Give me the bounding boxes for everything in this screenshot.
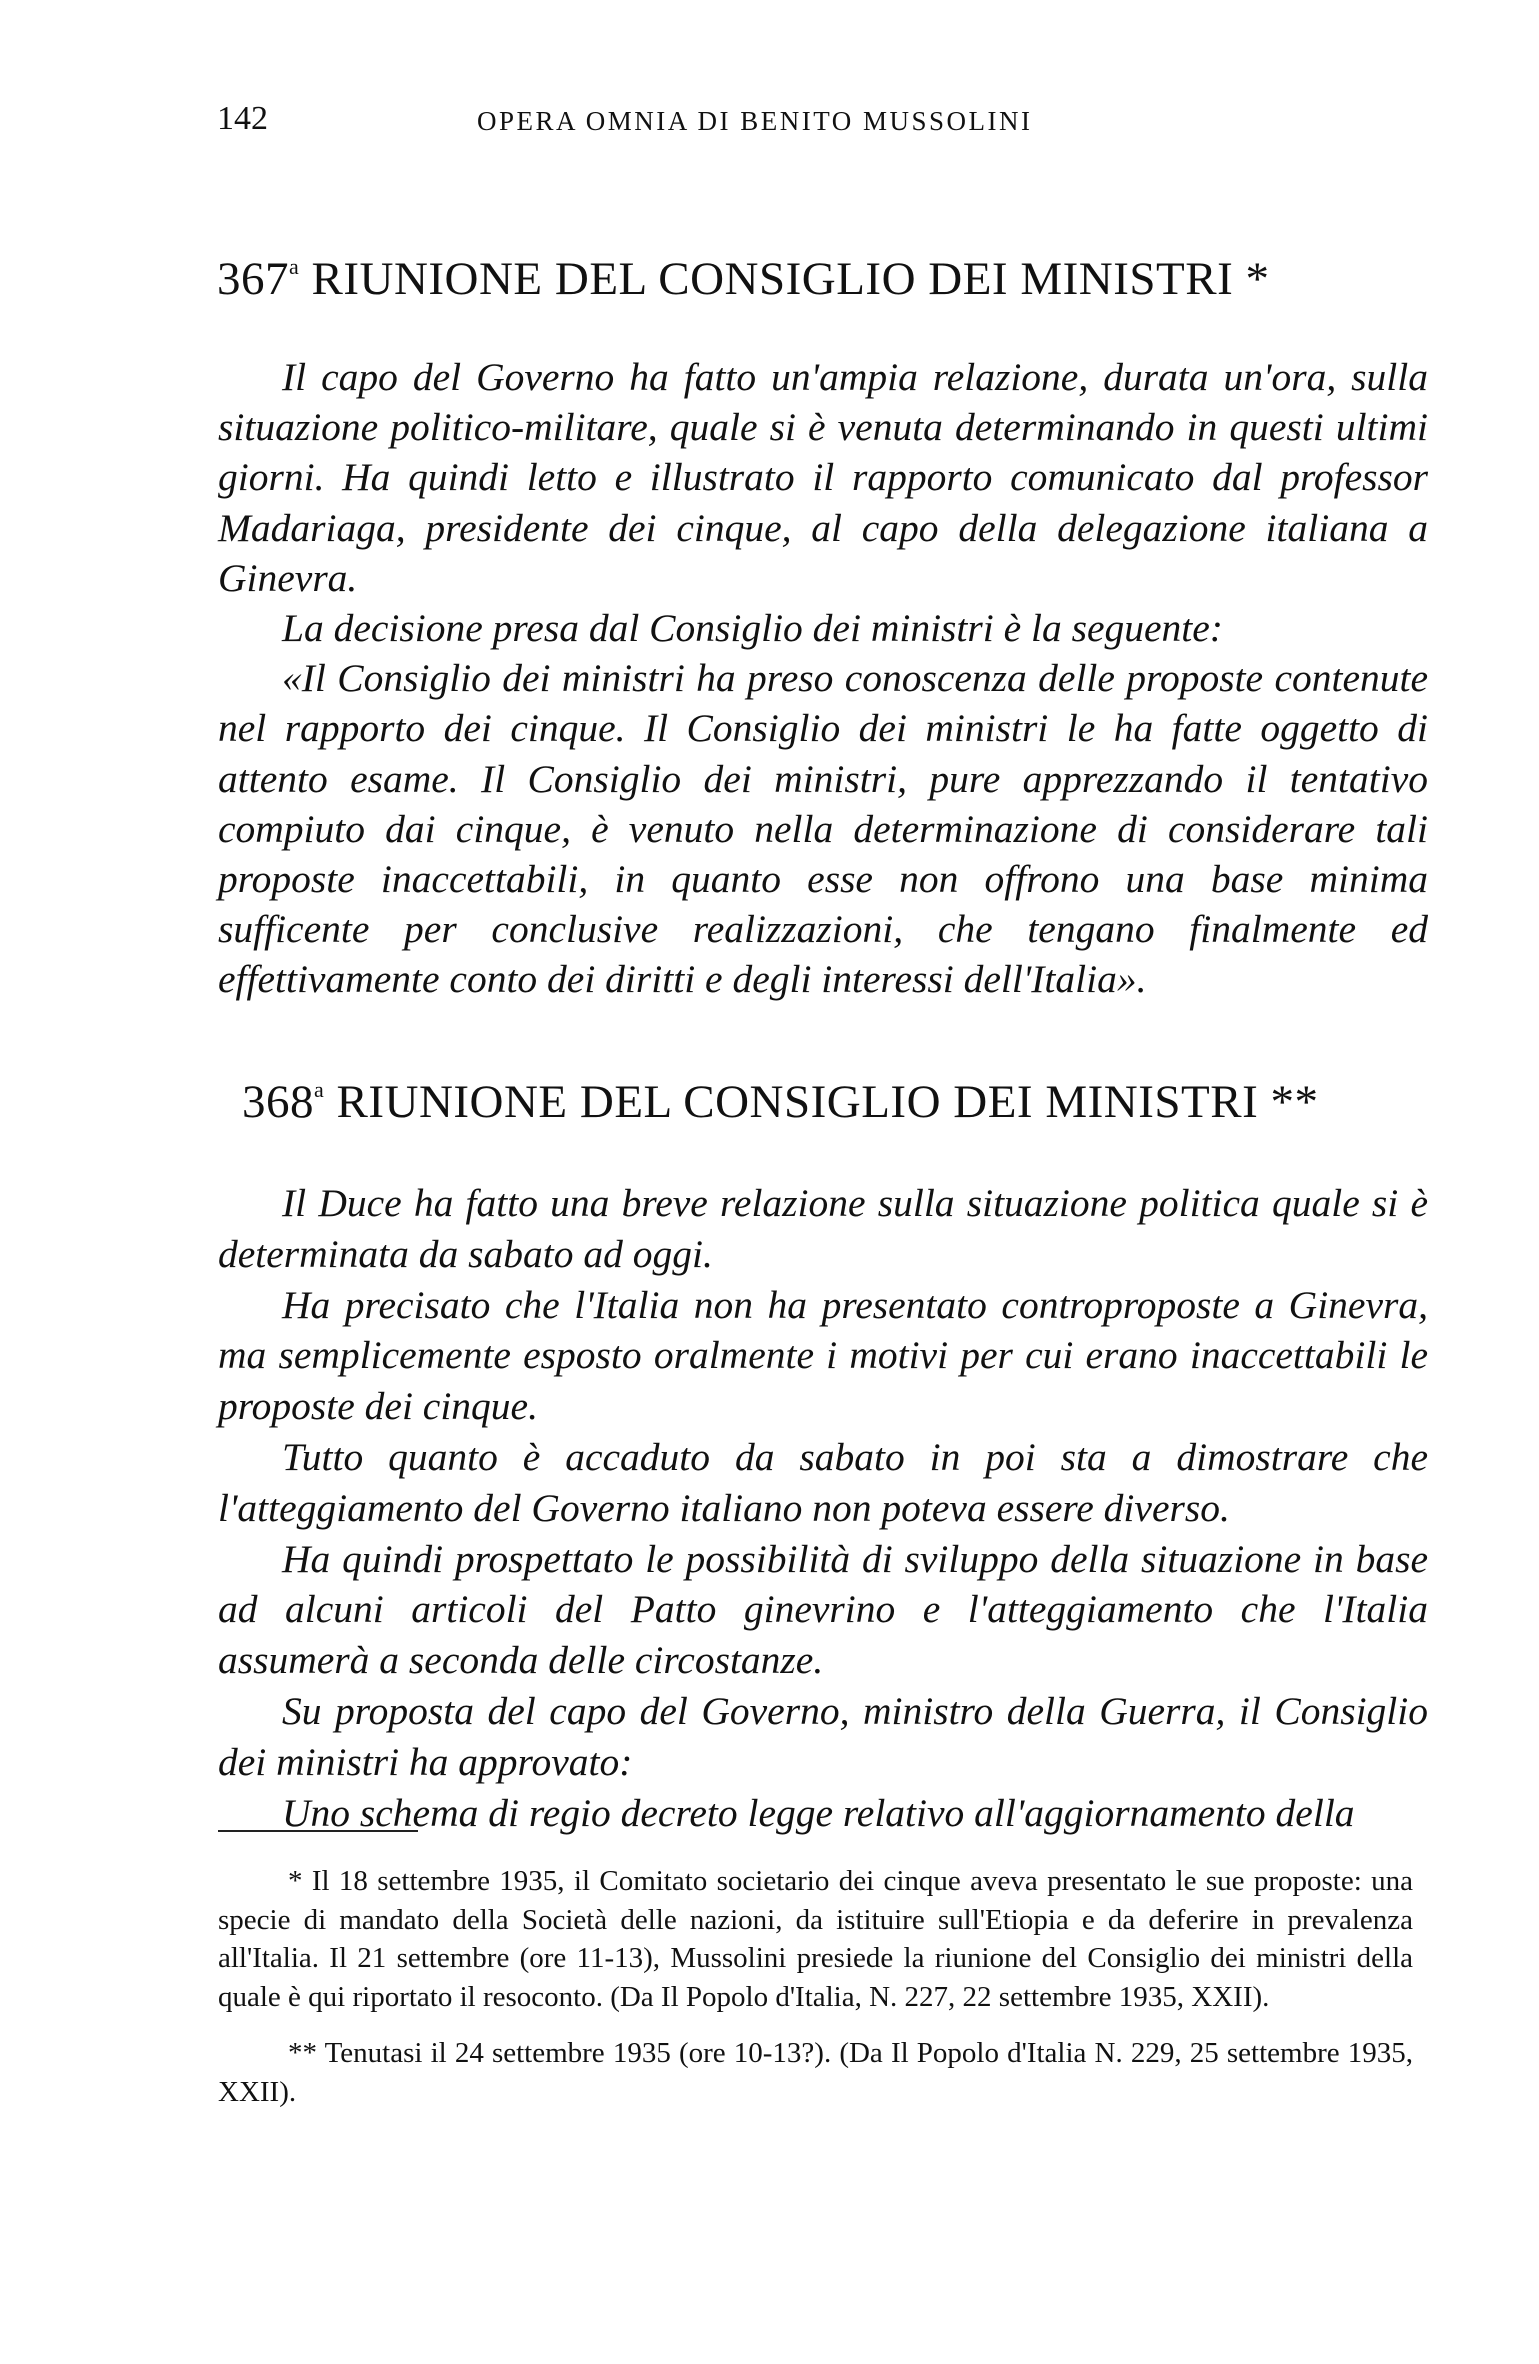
paragraph: Uno schema di regio decreto legge relativo all'aggiornamento della: [282, 1790, 1355, 1835]
section-heading-367: [217, 252, 1269, 306]
paragraph: Ha precisato che l'Italia non ha presentato controproposte a Ginevra, ma semplicemente esposto oralmente i motivi per cui erano inaccettabili le proposte dei cinque.: [218, 1282, 1428, 1429]
section-heading-368: [242, 1075, 1318, 1129]
running-head: [217, 100, 1417, 150]
section-title: RIUNIONE DEL CONSIGLIO DEI MINISTRI *: [311, 253, 1270, 305]
section-ordinal: a: [289, 254, 300, 279]
footnote: ** Tenutasi il 24 settembre 1935 (ore 10-13?). (Da Il Popolo d'Italia N. 229, 25 settembre 1935, XXII).: [218, 2037, 1413, 2108]
page-number: 142: [217, 100, 268, 137]
footnote-divider: [218, 1830, 418, 1832]
section-number: 368: [242, 1076, 314, 1128]
paragraph: Il Duce ha fatto una breve relazione sulla situazione politica quale si è determinata da sabato ad oggi.: [218, 1181, 1428, 1276]
footnote: * Il 18 settembre 1935, il Comitato societario dei cinque aveva presentato le sue proposte: una specie di mandato della Società delle nazioni, da istituire sull'Etiopia e da deferire in prevalenza all'Italia. Il 21 settembre (ore 11-13), Mussolini presiede la riunione del Consiglio dei ministri della quale è qui riportato il resoconto. (Da Il Popolo d'Italia, N. 227, 22 settembre 1935, XXII).: [218, 1865, 1413, 2013]
paragraph: Il capo del Governo ha fatto un'ampia relazione, durata un'ora, sulla situazione politico-militare, quale si è venuta determinando in questi ultimi giorni. Ha quindi letto e illustrato il rapporto comunicato dal professor Madariaga, presidente dei cinque, al capo della delegazione italiana a Ginevra.: [218, 355, 1428, 600]
paragraph: Ha quindi prospettato le possibilità di sviluppo della situazione in base ad alcuni articoli del Patto ginevrino e l'atteggiamento che l'Italia assumerà a seconda delle circostanze.: [218, 1536, 1428, 1683]
footnotes: [218, 1862, 1413, 2129]
paragraph: «Il Consiglio dei ministri ha preso conoscenza delle proposte contenute nel rapporto dei cinque. Il Consiglio dei ministri le ha fatte oggetto di attento esame. Il Consiglio dei ministri, pure apprezzando il tentativo compiuto dai cinque, è venuto nella determinazione di considerare tali proposte inaccettabili, in quanto esse non offrono una base minima sufficente per conclusive realizzazioni, che tengano finalmente ed effettivamente conto dei diritti e degli interessi dell'Italia».: [218, 656, 1428, 1002]
section-title: RIUNIONE DEL CONSIGLIO DEI MINISTRI **: [336, 1076, 1319, 1128]
paragraph: Tutto quanto è accaduto da sabato in poi sta a dimostrare che l'atteggiamento del Governo italiano non poteva essere diverso.: [218, 1434, 1428, 1530]
section-body-367: [218, 352, 1428, 1005]
section-body-368: [218, 1178, 1428, 1838]
paragraph: La decisione presa dal Consiglio dei ministri è la seguente:: [282, 606, 1223, 651]
section-ordinal: a: [314, 1077, 325, 1102]
section-number: 367: [217, 253, 289, 305]
paragraph: Su proposta del capo del Governo, ministro della Guerra, il Consiglio dei ministri ha approvato:: [218, 1688, 1428, 1784]
running-title: OPERA OMNIA DI BENITO MUSSOLINI: [477, 106, 1033, 136]
